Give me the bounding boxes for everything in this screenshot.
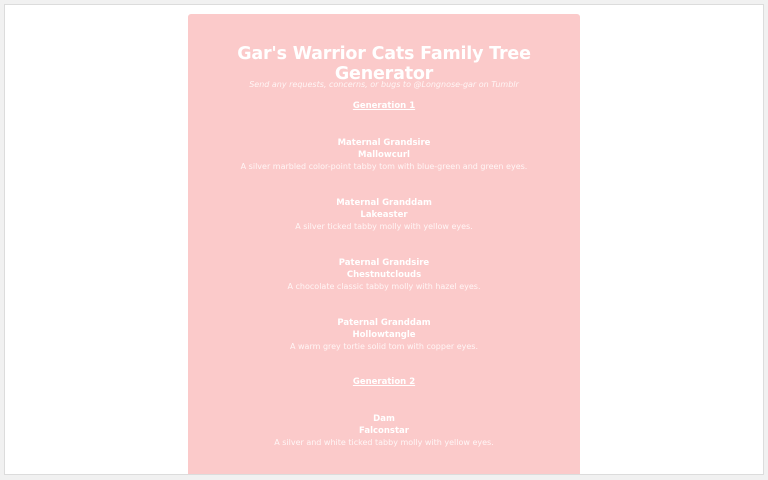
generation-1-heading: Generation 1	[352, 101, 416, 111]
family-tree-card	[188, 14, 580, 475]
member-description: A silver and white ticked tabby molly with yellow eyes.	[274, 438, 494, 447]
member-name: Chestnutclouds	[346, 270, 422, 280]
family-member-paternal-granddam	[188, 317, 580, 353]
browser-viewport	[4, 4, 764, 475]
page-title: Gar's Warrior Cats Family Tree Generator	[237, 44, 531, 84]
member-name: Lakeaster	[360, 210, 408, 220]
member-role: Paternal Grandsire	[338, 258, 430, 268]
member-name: Hollowtangle	[352, 330, 416, 340]
family-member-maternal-grandsire	[188, 137, 580, 173]
member-name: Mallowcurl	[358, 150, 410, 160]
member-role: Dam	[373, 414, 395, 424]
family-member-maternal-granddam	[188, 197, 580, 233]
contact-subtitle: Send any requests, concerns, or bugs to @Longnose-gar on Tumblr	[249, 80, 519, 89]
member-role: Paternal Granddam	[337, 318, 431, 328]
member-description: A silver ticked tabby molly with yellow eyes.	[295, 222, 473, 231]
generation-2-heading: Generation 2	[352, 377, 416, 387]
member-description: A silver marbled color-point tabby tom with blue-green and green eyes.	[240, 162, 528, 171]
member-description: A warm grey tortie solid tom with copper eyes.	[290, 342, 478, 351]
member-name: Falconstar	[359, 426, 409, 436]
member-description: A chocolate classic tabby molly with hazel eyes.	[287, 282, 481, 291]
family-member-dam	[188, 413, 580, 449]
member-role: Maternal Granddam	[336, 198, 432, 208]
family-member-paternal-grandsire	[188, 257, 580, 293]
member-role: Maternal Grandsire	[337, 138, 431, 148]
